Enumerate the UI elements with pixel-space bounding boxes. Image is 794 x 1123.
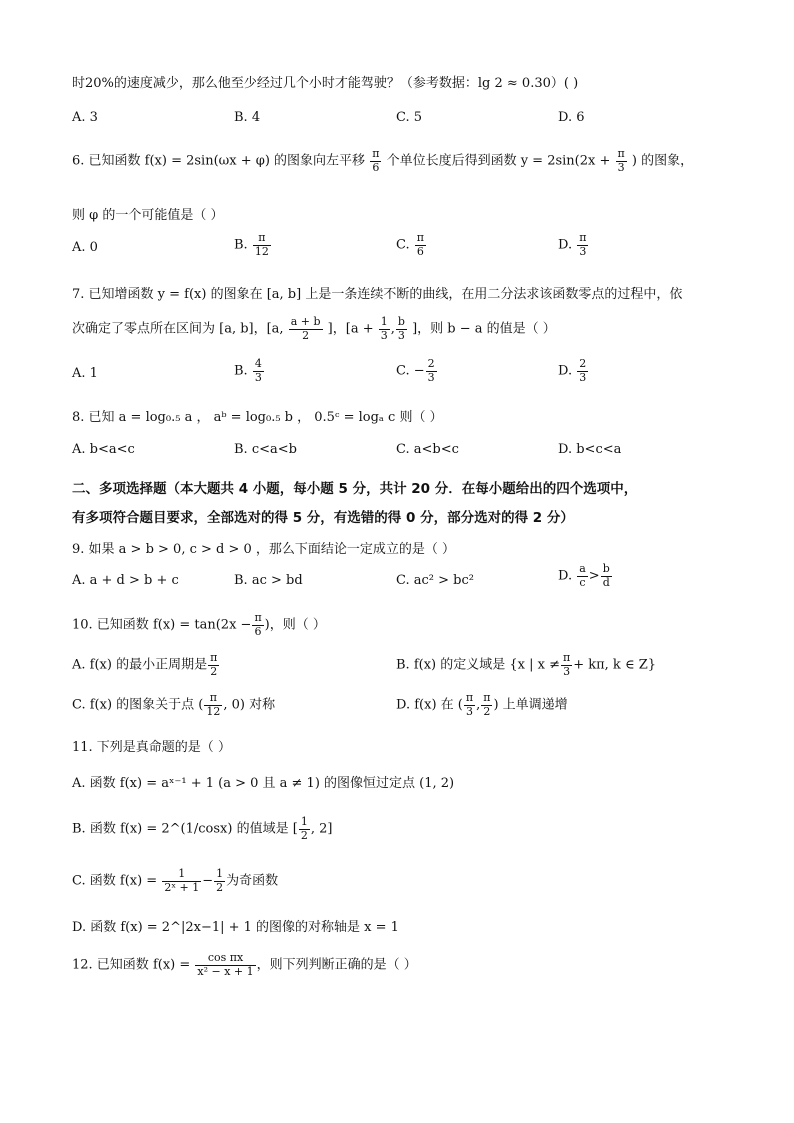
q6-option-b: B. $\frac{\pi}{12}$: [234, 231, 269, 258]
q7-option-b: B. $\frac{4}{3}$: [234, 357, 262, 384]
q6-option-a: A. 0: [72, 240, 98, 255]
q10-option-b: B. f(x) 的定义域是 {x | x ≠ $\frac{\pi}{3}$ + kπ, k ∈ Z}: [396, 651, 656, 678]
q9-option-d: D. $\frac{a}{c}$ > $\frac{b}{d}$: [558, 562, 610, 589]
q11-option-d: D. 函数 f(x) = 2^|2x−1| + 1 的图像的对称轴是 x = 1: [72, 920, 399, 935]
q9-option-c: C. ac² > bc²: [396, 573, 474, 588]
q9-stem: 9. 如果 a > b > 0, c > d > 0 ，那么下面结论一定成立的是（ ）: [72, 542, 456, 557]
q12-stem: 12. 已知函数 f(x) = $\frac{\text{cos πx}}{\text{x² − x + 1}}$ ，则下列判断正确的是（ ）: [72, 951, 417, 978]
q7-stem-line1: 7. 已知增函数 y = f(x) 的图象在 [a, b] 上是一条连续不断的曲线，在用二分法求该函数零点的过程中，依: [72, 287, 683, 302]
q5-continuation: 时20%的速度减少，那么他至少经过几个小时才能驾驶？（参考数据：lg 2 ≈ 0.30）( ): [72, 76, 579, 91]
q8-option-d: D. b<c<a: [558, 442, 622, 457]
q5-option-a: A. 3: [72, 110, 98, 125]
q11-option-b: B. 函数 f(x) = 2^(1/cosx) 的值域是 [ $\frac{1}{2}$ , 2]: [72, 815, 333, 842]
q11-stem: 11. 下列是真命题的是（ ）: [72, 740, 231, 755]
q6-stem: 6. 已知函数 f(x) = 2sin(ωx + φ) 的图象向左平移 $\frac{\pi}{6}$ 个单位长度后得到函数 y = 2sin(2x + $\frac{\pi}{3}$ ) 的图象，: [72, 147, 694, 174]
section2-heading-line2: 有多项符合题目要求，全部选对的得 5 分，有选错的得 0 分，部分选对的得 2 分）: [72, 510, 574, 526]
q8-stem: 8. 已知 a = log₀.₅ a ， aᵇ = log₀.₅ b ， 0.5ᶜ = logₐ c 则（ ）: [72, 410, 443, 425]
q6-inner-fraction: $\frac{\pi}{3}$: [617, 147, 625, 174]
q8-option-a: A. b<a<c: [72, 442, 135, 457]
q5-option-c: C. 5: [396, 110, 423, 125]
q10-option-a: A. f(x) 的最小正周期是 $\frac{\pi}{2}$: [72, 651, 218, 678]
q6-option-d: D. $\frac{\pi}{3}$: [558, 231, 587, 258]
q10-option-c: C. f(x) 的图象关于点 ( $\frac{\pi}{12}$ , 0) 对称: [72, 691, 276, 718]
q7-stem-line2: 次确定了零点所在区间为 [a, b]，[a, $\frac{a + b}{2}$ ]，[a + $\frac{1}{3}$ , $\frac{b}{3}$ ]，则 b − a 的值是（ ）: [72, 315, 556, 342]
q11-option-c: C. 函数 f(x) = $\frac{1}{\text{2ˣ + 1}}$ − $\frac{1}{2}$ 为奇函数: [72, 867, 279, 894]
section2-heading-line1: 二、多项选择题（本大题共 4 小题，每小题 5 分，共计 20 分．在每小题给出的四个选项中，: [72, 481, 638, 497]
q6-option-c: C. $\frac{\pi}{6}$: [396, 231, 424, 258]
q6-stem-line2: 则 φ 的一个可能值是（ ）: [72, 208, 224, 223]
q7-option-a: A. 1: [72, 366, 98, 381]
q9-option-a: A. a + d > b + c: [72, 573, 179, 588]
q10-stem: 10. 已知函数 f(x) = tan(2x − $\frac{\pi}{6}$ )，则（ ）: [72, 611, 326, 638]
q8-option-b: B. c<a<b: [234, 442, 297, 457]
q7-option-c: C. − $\frac{2}{3}$: [396, 357, 435, 384]
q6-shift-fraction: $\frac{\pi}{6}$: [372, 147, 380, 174]
q7-option-d: D. $\frac{2}{3}$: [558, 357, 587, 384]
q10-option-d: D. f(x) 在 ( $\frac{\pi}{3}$ , $\frac{\pi}{2}$ ) 上单调递增: [396, 691, 568, 718]
q9-option-b: B. ac > bd: [234, 573, 303, 588]
q11-option-a: A. 函数 f(x) = aˣ⁻¹ + 1 (a > 0 且 a ≠ 1) 的图像恒过定点 (1, 2): [72, 776, 455, 791]
q5-option-d: D. 6: [558, 110, 585, 125]
q8-option-c: C. a<b<c: [396, 442, 459, 457]
q5-option-b: B. 4: [234, 110, 261, 125]
